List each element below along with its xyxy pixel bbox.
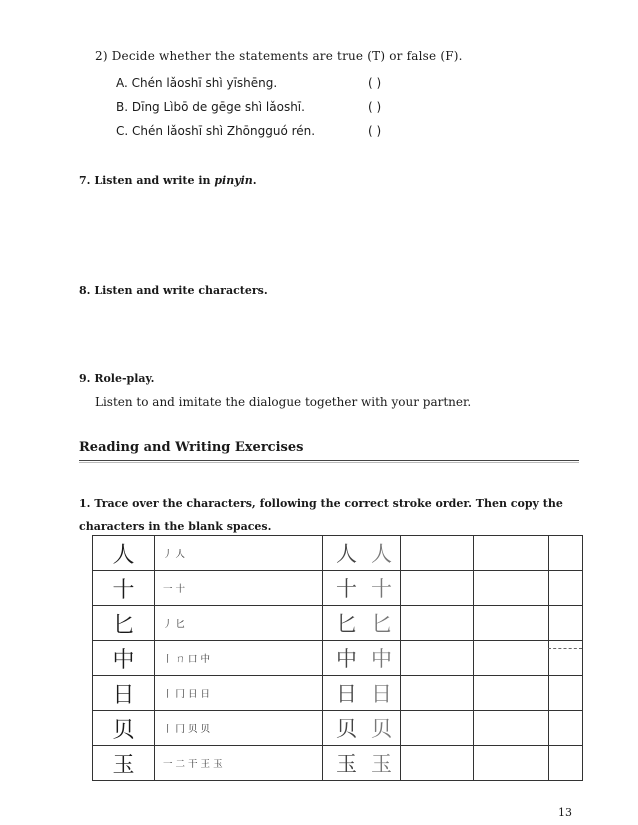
copy-cell[interactable] [401, 641, 474, 676]
trace-cell[interactable] [323, 676, 401, 711]
copy-cell[interactable] [549, 606, 583, 641]
copy-cell[interactable] [474, 536, 549, 571]
statement-text: Dīng Lìbō de gēge shì lǎoshī. [131, 100, 305, 114]
part2-instruction: 2) Decide whether the statements are true (T) or false (F). [95, 49, 463, 63]
stroke-order: 丨 ㄇ 口 中 [155, 641, 323, 676]
trace-character: 玉 [336, 752, 357, 776]
copy-cell[interactable] [474, 571, 549, 606]
trace-character: 贝 [336, 717, 357, 741]
copy-cell[interactable] [549, 536, 583, 571]
copy-cell[interactable] [474, 711, 549, 746]
statement-label: A. [116, 76, 128, 90]
stroke-order: 一 十 [155, 571, 323, 606]
copy-cell[interactable] [549, 571, 583, 606]
statement-label: B. [116, 100, 129, 114]
trace-character: 玉 [371, 752, 392, 776]
stroke-order: 丿 匕 [155, 606, 323, 641]
model-character: 中 [93, 641, 155, 676]
question-number: 9. [79, 372, 91, 385]
model-character: 人 [93, 536, 155, 571]
copy-cell[interactable] [474, 606, 549, 641]
section-title: Reading and Writing Exercises [79, 440, 304, 455]
copy-cell[interactable] [401, 711, 474, 746]
exercise-1 [79, 492, 591, 538]
trace-cell[interactable] [323, 606, 401, 641]
trace-character: 十 [371, 577, 392, 601]
page-number: 13 [558, 806, 572, 819]
copy-cell[interactable] [474, 746, 549, 781]
stroke-order: 丨 冂 日 日 [155, 676, 323, 711]
character-practice-grid [92, 535, 583, 781]
copy-cell[interactable] [474, 641, 549, 676]
model-character: 日 [93, 676, 155, 711]
model-character: 玉 [93, 746, 155, 781]
question-9-instruction: Listen to and imitate the dialogue together with your partner. [95, 395, 472, 409]
model-character: 匕 [93, 606, 155, 641]
question-8 [79, 284, 268, 297]
character-row [93, 606, 583, 641]
copy-cell[interactable] [401, 606, 474, 641]
character-row [93, 536, 583, 571]
copy-cell[interactable] [401, 676, 474, 711]
answer-blank-b[interactable]: ( ) [368, 100, 382, 114]
trace-character: 匕 [371, 612, 392, 636]
character-row [93, 571, 583, 606]
section-divider-thin [79, 462, 579, 463]
trace-cell[interactable] [323, 746, 401, 781]
trace-character: 十 [336, 577, 357, 601]
character-row [93, 641, 583, 676]
stroke-order: 丿 人 [155, 536, 323, 571]
stroke-order: 丨 冂 贝 贝 [155, 711, 323, 746]
stroke-order: 一 二 干 王 玉 [155, 746, 323, 781]
character-row [93, 746, 583, 781]
copy-cell[interactable] [401, 536, 474, 571]
character-row [93, 676, 583, 711]
dotted-guide [548, 648, 582, 649]
trace-character: 中 [336, 647, 357, 671]
trace-character: 匕 [336, 612, 357, 636]
copy-cell[interactable] [401, 746, 474, 781]
trace-character: 中 [371, 647, 392, 671]
trace-cell[interactable] [323, 571, 401, 606]
copy-cell[interactable] [549, 711, 583, 746]
question-text: Listen and write characters. [94, 284, 268, 297]
trace-character: 日 [371, 682, 392, 706]
copy-cell[interactable] [549, 676, 583, 711]
copy-cell[interactable] [549, 641, 583, 676]
statement-b [116, 100, 305, 114]
question-7 [79, 174, 257, 187]
exercise-number: 1. [79, 497, 91, 510]
question-text: Role-play. [94, 372, 155, 385]
question-end: . [252, 174, 257, 187]
question-number: 8. [79, 284, 91, 297]
question-9 [79, 372, 155, 385]
exercise-text: Trace over the characters, following the correct stroke order. Then copy the characters in the blank spaces. [79, 497, 563, 533]
trace-character: 人 [336, 542, 357, 566]
model-character: 贝 [93, 711, 155, 746]
trace-character: 日 [336, 682, 357, 706]
trace-character: 人 [371, 542, 392, 566]
statement-label: C. [116, 124, 129, 138]
question-text: Listen and write in [94, 174, 211, 187]
trace-cell[interactable] [323, 641, 401, 676]
model-character: 十 [93, 571, 155, 606]
answer-blank-c[interactable]: ( ) [368, 124, 382, 138]
statement-text: Chén lǎoshī shì yīshēng. [131, 76, 278, 90]
copy-cell[interactable] [549, 746, 583, 781]
question-emphasis: pinyin [214, 174, 253, 187]
statement-text: Chén lǎoshī shì Zhōngguó rén. [132, 124, 316, 138]
trace-character: 贝 [371, 717, 392, 741]
section-divider [79, 460, 579, 461]
character-row [93, 711, 583, 746]
copy-cell[interactable] [474, 676, 549, 711]
statement-c [116, 124, 315, 138]
statement-a [116, 76, 277, 90]
answer-blank-a[interactable]: ( ) [368, 76, 382, 90]
question-number: 7. [79, 174, 91, 187]
trace-cell[interactable] [323, 711, 401, 746]
trace-cell[interactable] [323, 536, 401, 571]
copy-cell[interactable] [401, 571, 474, 606]
